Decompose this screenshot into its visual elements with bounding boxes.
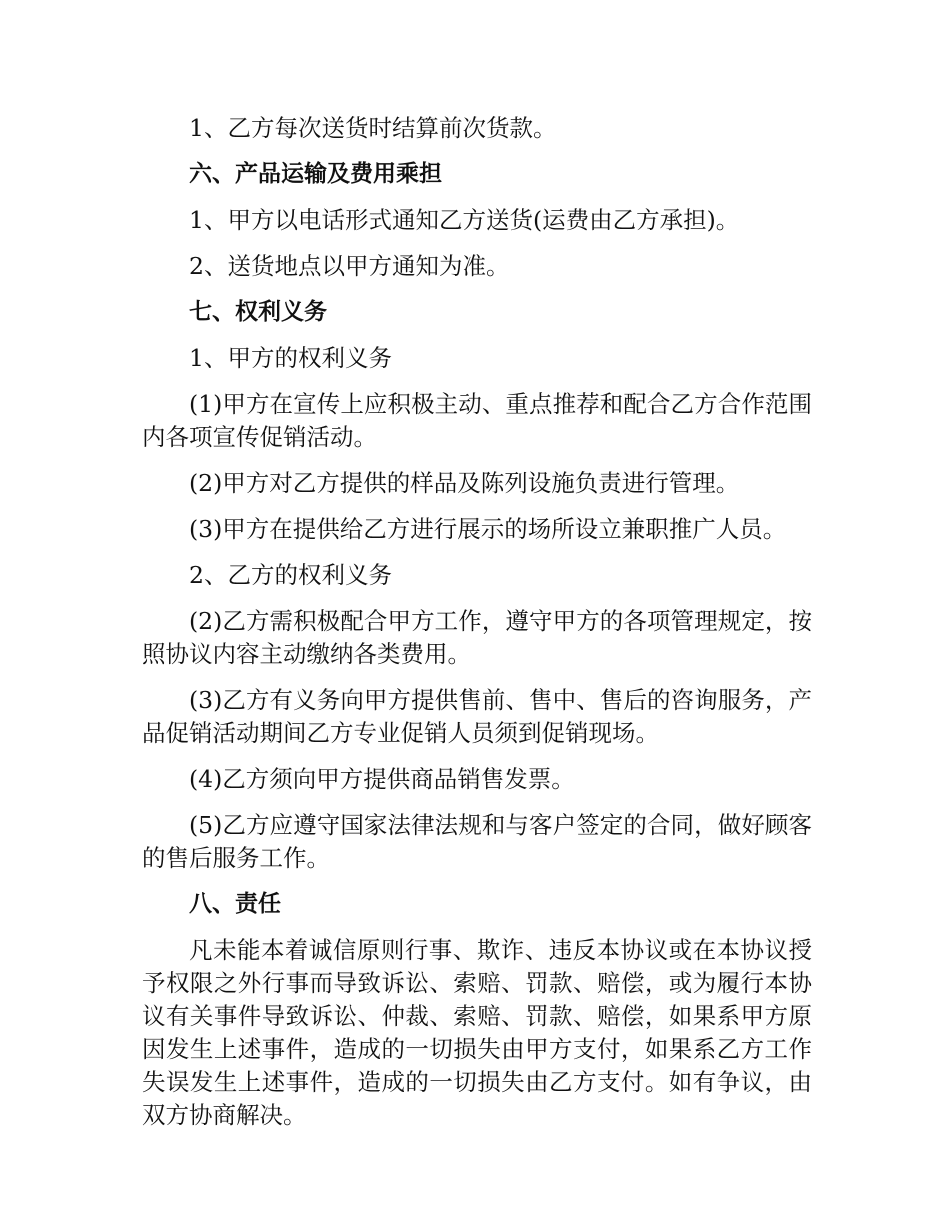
paragraph-phone-notice: 1、甲方以电话形式通知乙方送货(运费由乙方承担)。 <box>189 206 740 234</box>
paragraph-party-b-item-3: (3)乙方有义务向甲方提供售前、售中、售后的咨询服务，产品促销活动期间乙方专业促销人员须到促销现场。 <box>142 686 812 747</box>
paragraph-settlement: 1、乙方每次送货时结算前次货款。 <box>189 114 557 142</box>
paragraph-delivery-location: 2、送货地点以甲方通知为准。 <box>189 252 510 280</box>
paragraph-liability: 凡未能本着诚信原则行事、欺诈、违反本协议或在本协议授予权限之外行事而导致诉讼、索赔、罚款、赔偿，或为履行本协议有关事件导致诉讼、仲裁、索赔、罚款、赔偿，如果系甲方原因发生上述事件，造成的一切损失由甲方支付，如果系乙方工作失误发生上述事件，造成的一切损失由乙方支付。如有争议，由双方协商解决。 <box>142 936 812 1129</box>
paragraph-party-a-rights: 1、甲方的权利义务 <box>189 344 392 372</box>
section-heading-transport: 六、产品运输及费用乘担 <box>189 161 442 187</box>
paragraph-party-b-rights: 2、乙方的权利义务 <box>189 561 392 589</box>
paragraph-party-b-item-4: (4)乙方须向甲方提供商品销售发票。 <box>189 765 575 793</box>
paragraph-party-b-item-5: (5)乙方应遵守国家法律法规和与客户签定的合同，做好顾客的售后服务工作。 <box>142 811 812 872</box>
section-heading-rights: 七、权利义务 <box>189 299 327 325</box>
paragraph-party-a-item-2: (2)甲方对乙方提供的样品及陈列设施负责进行管理。 <box>189 469 740 497</box>
paragraph-party-a-item-1: (1)甲方在宣传上应积极主动、重点推荐和配合乙方合作范围内各项宣传促销活动。 <box>142 390 812 451</box>
paragraph-party-a-item-3: (3)甲方在提供给乙方进行展示的场所设立兼职推广人员。 <box>189 515 787 543</box>
section-heading-liability: 八、责任 <box>189 891 281 917</box>
paragraph-party-b-item-2: (2)乙方需积极配合甲方工作，遵守甲方的各项管理规定，按照协议内容主动缴纳各类费用。 <box>142 607 812 668</box>
